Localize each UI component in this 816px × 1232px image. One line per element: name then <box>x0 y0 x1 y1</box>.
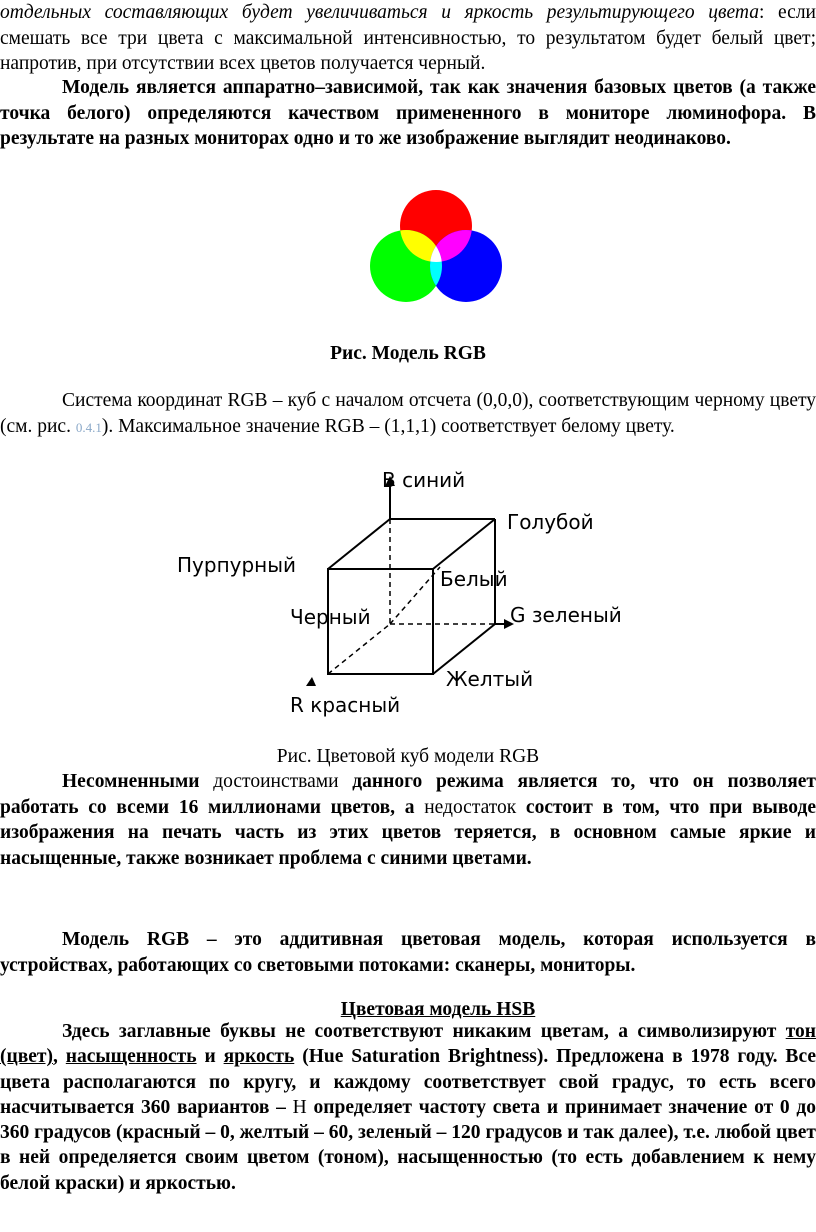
text-fragment: достоинствами <box>199 771 353 792</box>
paragraph-text: Модель RGB – это аддитивная цветовая модель, которая используется в устройствах, работающих со световыми потоками: сканеры, мониторы. <box>0 929 816 976</box>
label-magenta: Пурпурный <box>177 553 297 577</box>
figure-caption-color-cube <box>0 744 816 770</box>
text-fragment: Несомненными <box>62 771 200 792</box>
label-cyan: Голубой <box>507 510 594 534</box>
rgb-model-diagram <box>368 186 504 306</box>
label-white: Белый <box>440 567 508 591</box>
r-axis-arrow-icon <box>306 677 316 686</box>
cube-hidden-edge <box>328 624 390 674</box>
text-fragment: (Hue Saturation Brightness). Предложена в 1978 году. Все цвета располагаются по кругу, и каждому соответствует свой градус, то есть всего насчитывается 360 вариантов – <box>0 1046 816 1118</box>
paragraph-hsb-description <box>0 1019 816 1196</box>
term-brightness: яркость <box>223 1046 295 1068</box>
text-fragment: и <box>196 1046 224 1068</box>
cube-edge <box>433 519 495 569</box>
paragraph-text: ). Максимальное значение RGB – (1,1,1) соответствует белому цвету. <box>101 415 675 437</box>
rgb-color-cube-diagram <box>170 462 650 724</box>
paragraph-text: Система координат RGB – куб с началом отсчета (0,0,0), соответствующим черному цвету (см. рис. <box>0 390 816 437</box>
term-hue: тон (цвет) <box>0 1021 816 1068</box>
label-black: Черный <box>290 605 371 629</box>
paragraph-additive-mixing <box>0 0 816 77</box>
text-fragment: , <box>53 1046 66 1068</box>
text-fragment: данного режима является то, что он позволяет работать со всеми 16 миллионами цветов, а <box>0 771 816 818</box>
text-fragment: состоит в том, что при выводе изображения на печать часть из этих цветов теряется, в основном самые яркие и насыщенные, также возникает проблема с синими цветами. <box>0 796 816 869</box>
paragraph-advantages <box>0 769 816 871</box>
text-fragment: определяет частоту света и принимает значение от 0 до 360 градусов (красный – 0, желтый – 60, зеленый – 120 градусов и так далее), т.е. любой цвет в ней определяется своим цветом (тоном), насыщенностью (то есть добавлением к нему белой краски) и яркостью. <box>0 1096 816 1194</box>
paragraph-additive-model <box>0 927 816 978</box>
label-r-red: R красный <box>290 693 401 717</box>
text-fragment: недостаток <box>424 796 517 818</box>
paragraph-text: : если смешать все три цвета с максимальной интенсивностью, то результатом будет белый цвет; напротив, при отсутствии всех цветов получается черный. <box>0 2 816 74</box>
label-b-blue: B синий <box>382 468 466 492</box>
italic-fragment: отдельных составляющих будет увеличиваться и яркость результирующего цвета <box>0 2 759 23</box>
label-yellow: Желтый <box>446 667 534 691</box>
heading-text: Цветовая модель HSB <box>340 999 536 1020</box>
paragraph-coordinate-system <box>0 388 816 440</box>
figure-reference-link[interactable]: 0.4.1 <box>75 419 102 435</box>
term-saturation: насыщенность <box>65 1046 197 1068</box>
cube-edge <box>328 519 390 569</box>
paragraph-text: Модель является аппаратно–зависимой, так как значения базовых цветов (а также точка белого) определяются качеством примененного в мониторе люминофора. В результате на разных мониторах одно и то же изображение выглядит неодинаково. <box>0 77 816 149</box>
text-fragment: Здесь заглавные буквы не соответствуют никаким цветам, а символизируют <box>62 1021 786 1042</box>
caption-text: Рис. Модель RGB <box>330 343 486 364</box>
caption-text: Рис. Цветовой куб модели RGB <box>276 746 540 767</box>
figure-caption-rgb-model <box>0 341 816 367</box>
paragraph-hardware-dependent <box>0 75 816 152</box>
text-fragment: Н <box>292 1096 307 1118</box>
label-g-green: G зеленый <box>510 603 622 627</box>
